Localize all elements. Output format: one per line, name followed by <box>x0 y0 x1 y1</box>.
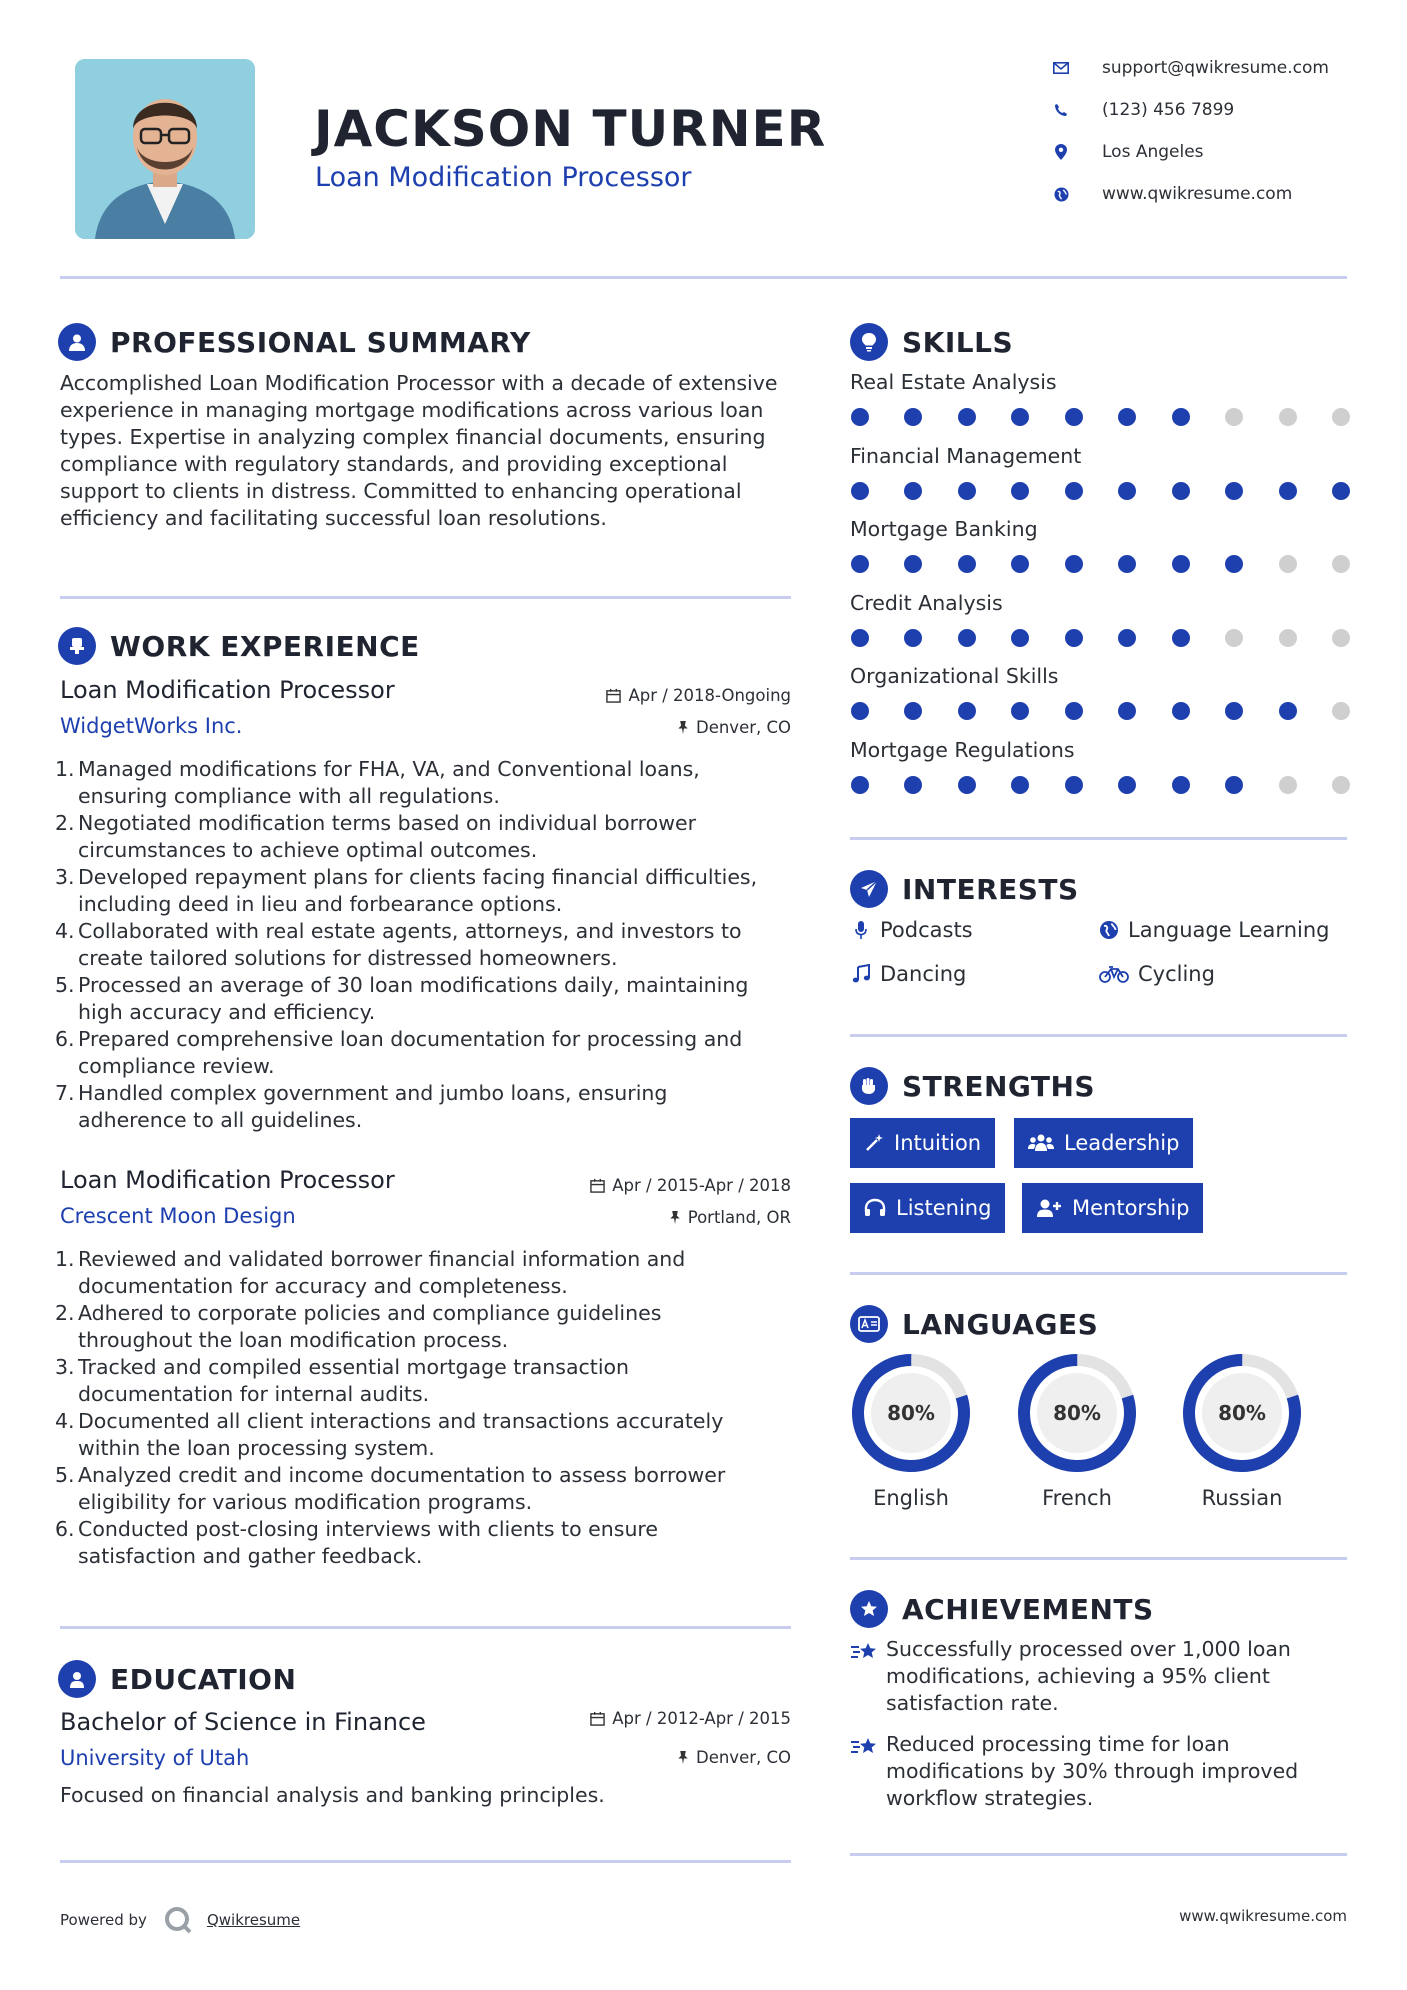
skill-rating <box>851 555 1350 573</box>
list-item: Tracked and compiled essential mortgage transaction documentation for internal audits. <box>78 1355 630 1406</box>
language-name: Russian <box>1201 1486 1283 1510</box>
language-name: English <box>873 1486 949 1510</box>
interest-language-learning <box>1098 918 1329 942</box>
contact-email-text: support@qwikresume.com <box>1102 58 1329 78</box>
rating-dot-filled <box>1011 776 1029 794</box>
summary-text: Accomplished Loan Modification Processor with a decade of extensive experience in managing mortgage modifications across various loan types. Expertise in analyzing complex financial documents, ensuring compliance with regulatory standards, and providing exceptional support to clients in distress. Committed to enhancing operational efficiency and facilitating successful loan resolutions. <box>60 371 778 530</box>
achievement-item <box>850 1731 1340 1812</box>
calendar-icon <box>590 1178 605 1193</box>
rating-dot-empty <box>1225 629 1243 647</box>
interest-podcasts <box>850 918 973 942</box>
strength-label: Intuition <box>894 1131 982 1155</box>
education-title: EDUCATION <box>110 1662 297 1696</box>
rating-dot-filled <box>1011 555 1029 573</box>
shooting-star-icon <box>850 1636 886 1717</box>
education-location <box>677 1748 791 1767</box>
list-item: Prepared comprehensive loan documentation for processing and compliance review. <box>78 1027 743 1078</box>
language-name: French <box>1042 1486 1112 1510</box>
job-company: Crescent Moon Design <box>60 1204 296 1228</box>
footer-website[interactable]: www.qwikresume.com <box>1179 1907 1347 1925</box>
progress-ring <box>1016 1352 1138 1474</box>
rating-dot-filled <box>904 555 922 573</box>
rating-dot-filled <box>904 408 922 426</box>
calendar-icon <box>606 688 621 703</box>
rating-dot-filled <box>1118 408 1136 426</box>
rating-dot-filled <box>851 629 869 647</box>
interests-divider <box>850 1034 1347 1037</box>
skill-rating <box>851 629 1350 647</box>
rating-dot-filled <box>958 702 976 720</box>
strengths-divider <box>850 1272 1347 1275</box>
briefcase-icon <box>58 627 96 665</box>
strengths-title: STRENGTHS <box>902 1069 1096 1103</box>
interest-label: Cycling <box>1138 962 1215 986</box>
rating-dot-filled <box>1065 555 1083 573</box>
skill-rating <box>851 702 1350 720</box>
map-pin-icon <box>1052 143 1070 161</box>
rating-dot-filled <box>1332 482 1350 500</box>
progress-ring <box>1181 1352 1303 1474</box>
phone-icon <box>1052 101 1070 119</box>
interest-label: Dancing <box>880 962 967 986</box>
rating-dot-filled <box>958 776 976 794</box>
rating-dot-filled <box>904 776 922 794</box>
globe-icon <box>1052 185 1070 203</box>
rating-dot-filled <box>958 408 976 426</box>
header-divider <box>60 276 1347 279</box>
strength-label: Leadership <box>1064 1131 1180 1155</box>
strength-label: Listening <box>896 1196 992 1220</box>
pushpin-icon <box>669 1210 681 1225</box>
star-badge-icon <box>850 1590 888 1628</box>
rating-dot-empty <box>1279 408 1297 426</box>
magic-wand-icon <box>864 1133 884 1153</box>
rating-dot-filled <box>1065 776 1083 794</box>
job-location-text: Denver, CO <box>695 718 791 737</box>
education-description: Focused on financial analysis and banking principles. <box>60 1783 605 1807</box>
language-ring <box>1181 1352 1303 1478</box>
paper-plane-icon <box>850 870 888 908</box>
section-professional-summary <box>58 323 531 361</box>
section-work-experience <box>58 627 420 665</box>
rating-dot-filled <box>1279 482 1297 500</box>
interest-label: Podcasts <box>880 918 973 942</box>
section-strengths <box>850 1067 1095 1105</box>
user-icon <box>58 323 96 361</box>
section-interests <box>850 870 1079 908</box>
rating-dot-filled <box>904 629 922 647</box>
job-dates-text: Apr / 2018-Ongoing <box>628 686 791 705</box>
rating-dot-filled <box>1172 776 1190 794</box>
skill-rating <box>851 482 1350 500</box>
list-item: Managed modifications for FHA, VA, and Conventional loans, ensuring compliance with all regulations. <box>78 757 700 808</box>
contact-phone[interactable] <box>1052 100 1234 120</box>
contact-location <box>1052 142 1204 162</box>
rating-dot-filled <box>1065 702 1083 720</box>
rating-dot-filled <box>851 408 869 426</box>
list-item: Processed an average of 30 loan modifications daily, maintaining high accuracy and efficiency. <box>78 973 749 1024</box>
job-title: Loan Modification Processor <box>60 676 395 704</box>
job-bullets <box>60 756 780 1134</box>
globe-icon <box>1098 920 1120 940</box>
interests-title: INTERESTS <box>902 872 1079 906</box>
rating-dot-filled <box>1172 408 1190 426</box>
rating-dot-filled <box>851 776 869 794</box>
candidate-role: Loan Modification Processor <box>315 162 692 193</box>
bicycle-icon <box>1098 965 1130 983</box>
rating-dot-filled <box>958 555 976 573</box>
job-title: Loan Modification Processor <box>60 1166 395 1194</box>
rating-dot-filled <box>1065 408 1083 426</box>
qwikresume-link[interactable]: Qwikresume <box>206 1911 301 1929</box>
language-percent: 80% <box>1218 1401 1266 1425</box>
language-percent: 80% <box>887 1401 935 1425</box>
shooting-star-icon <box>850 1731 886 1812</box>
pushpin-icon <box>677 720 689 735</box>
progress-ring <box>850 1352 972 1474</box>
footer-powered-by <box>60 1905 300 1935</box>
rating-dot-filled <box>1118 776 1136 794</box>
envelope-icon <box>1052 59 1070 77</box>
section-education <box>58 1660 296 1698</box>
language-icon <box>850 1305 888 1343</box>
education-dates <box>590 1709 791 1728</box>
rating-dot-empty <box>1279 776 1297 794</box>
job-company: WidgetWorks Inc. <box>60 714 243 738</box>
interest-dancing <box>850 962 966 986</box>
rating-dot-filled <box>1065 629 1083 647</box>
section-achievements <box>850 1590 1154 1628</box>
users-icon <box>1028 1133 1054 1153</box>
list-item: Collaborated with real estate agents, attorneys, and investors to create tailored solutions for distressed homeowners. <box>78 919 742 970</box>
rating-dot-filled <box>1011 408 1029 426</box>
job-location <box>669 1208 791 1227</box>
qwikresume-logo-icon <box>163 1905 193 1935</box>
rating-dot-filled <box>1118 629 1136 647</box>
rating-dot-empty <box>1332 702 1350 720</box>
skill-rating <box>851 776 1350 794</box>
rating-dot-empty <box>1332 555 1350 573</box>
rating-dot-filled <box>1225 702 1243 720</box>
education-dates-text: Apr / 2012-Apr / 2015 <box>612 1709 791 1728</box>
work-title: WORK EXPERIENCE <box>110 629 420 663</box>
rating-dot-filled <box>851 482 869 500</box>
skill-name: Organizational Skills <box>850 664 1059 688</box>
languages-divider <box>850 1557 1347 1560</box>
lightbulb-icon <box>850 323 888 361</box>
summary-divider <box>60 596 791 599</box>
rating-dot-filled <box>1172 555 1190 573</box>
skill-name: Real Estate Analysis <box>850 370 1057 394</box>
rating-dot-empty <box>1332 408 1350 426</box>
job-location-text: Portland, OR <box>687 1208 791 1227</box>
rating-dot-filled <box>1065 482 1083 500</box>
skills-title: SKILLS <box>902 325 1014 359</box>
rating-dot-filled <box>1011 482 1029 500</box>
rating-dot-filled <box>1172 482 1190 500</box>
achievement-item <box>850 1636 1340 1717</box>
work-divider <box>60 1626 791 1629</box>
skill-name: Mortgage Regulations <box>850 737 1075 762</box>
rating-dot-filled <box>851 555 869 573</box>
achievements-divider <box>850 1853 1347 1856</box>
skill-name: Financial Management <box>850 443 1082 468</box>
rating-dot-filled <box>1279 702 1297 720</box>
job-dates <box>590 1176 791 1195</box>
fist-icon <box>850 1067 888 1105</box>
section-skills <box>850 323 1013 361</box>
rating-dot-filled <box>958 629 976 647</box>
rating-dot-filled <box>1118 482 1136 500</box>
headphones-icon <box>864 1198 886 1218</box>
contact-location-text: Los Angeles <box>1102 142 1204 162</box>
language-ring <box>1016 1352 1138 1478</box>
job-dates-text: Apr / 2015-Apr / 2018 <box>612 1176 791 1195</box>
rating-dot-filled <box>1172 702 1190 720</box>
rating-dot-filled <box>1225 776 1243 794</box>
summary-title: PROFESSIONAL SUMMARY <box>110 325 531 359</box>
music-note-icon <box>850 964 872 984</box>
contact-phone-text: (123) 456 7899 <box>1102 100 1235 120</box>
achievement-text: Reduced processing time for loan modifications by 30% through improved workflow strategies. <box>886 1732 1299 1810</box>
rating-dot-filled <box>1225 482 1243 500</box>
graduate-icon <box>58 1660 96 1698</box>
rating-dot-filled <box>1011 629 1029 647</box>
list-item: Developed repayment plans for clients facing financial difficulties, including deed in lieu and forbearance options. <box>78 865 758 916</box>
job-bullets <box>60 1246 780 1570</box>
contact-website[interactable] <box>1052 184 1292 204</box>
pushpin-icon <box>677 1750 689 1765</box>
rating-dot-empty <box>1225 408 1243 426</box>
rating-dot-filled <box>904 482 922 500</box>
skills-divider <box>850 837 1347 840</box>
rating-dot-empty <box>1332 629 1350 647</box>
languages-title: LANGUAGES <box>902 1307 1099 1341</box>
list-item: Handled complex government and jumbo loans, ensuring adherence to all guidelines. <box>78 1081 668 1132</box>
rating-dot-empty <box>1279 555 1297 573</box>
language-percent: 80% <box>1053 1401 1101 1425</box>
section-languages <box>850 1305 1098 1343</box>
rating-dot-filled <box>1118 702 1136 720</box>
rating-dot-filled <box>1011 702 1029 720</box>
education-divider <box>60 1860 791 1863</box>
calendar-icon <box>590 1711 605 1726</box>
list-item: Conducted post-closing interviews with clients to ensure satisfaction and gather feedback. <box>78 1517 659 1568</box>
achievements-title: ACHIEVEMENTS <box>902 1592 1154 1626</box>
rating-dot-filled <box>1172 629 1190 647</box>
microphone-icon <box>850 920 872 940</box>
achievement-text: Successfully processed over 1,000 loan modifications, achieving a 95% client satisfaction rate. <box>886 1637 1291 1715</box>
interest-cycling <box>1098 962 1215 986</box>
rating-dot-empty <box>1279 629 1297 647</box>
contact-website-text: www.qwikresume.com <box>1102 184 1293 204</box>
language-ring <box>850 1352 972 1478</box>
skill-rating <box>851 408 1350 426</box>
profile-photo <box>75 59 255 239</box>
education-school: University of Utah <box>60 1746 250 1770</box>
strength-label: Mentorship <box>1072 1196 1190 1220</box>
job-location <box>677 718 791 737</box>
rating-dot-filled <box>1118 555 1136 573</box>
strength-intuition <box>850 1118 995 1168</box>
rating-dot-empty <box>1332 776 1350 794</box>
rating-dot-filled <box>958 482 976 500</box>
rating-dot-filled <box>904 702 922 720</box>
skill-name: Mortgage Banking <box>850 517 1038 541</box>
interest-label: Language Learning <box>1128 918 1330 942</box>
list-item: Analyzed credit and income documentation to assess borrower eligibility for various modification programs. <box>78 1463 726 1514</box>
strength-leadership <box>1014 1118 1193 1168</box>
user-plus-icon <box>1036 1198 1062 1218</box>
strength-mentorship <box>1022 1183 1203 1233</box>
contact-email[interactable] <box>1052 58 1329 78</box>
list-item: Documented all client interactions and transactions accurately within the loan processing system. <box>78 1409 724 1460</box>
strength-listening <box>850 1183 1005 1233</box>
rating-dot-filled <box>1225 555 1243 573</box>
education-degree: Bachelor of Science in Finance <box>60 1708 426 1736</box>
job-dates <box>606 686 791 705</box>
powered-by-label: Powered by <box>60 1911 147 1929</box>
list-item: Adhered to corporate policies and compliance guidelines throughout the loan modification process. <box>78 1301 662 1352</box>
list-item: Negotiated modification terms based on individual borrower circumstances to achieve optimal outcomes. <box>78 811 697 862</box>
list-item: Reviewed and validated borrower financial information and documentation for accuracy and completeness. <box>78 1247 686 1298</box>
skill-name: Credit Analysis <box>850 590 1003 615</box>
candidate-name: JACKSON TURNER <box>314 100 827 158</box>
rating-dot-filled <box>851 702 869 720</box>
education-location-text: Denver, CO <box>695 1748 791 1767</box>
